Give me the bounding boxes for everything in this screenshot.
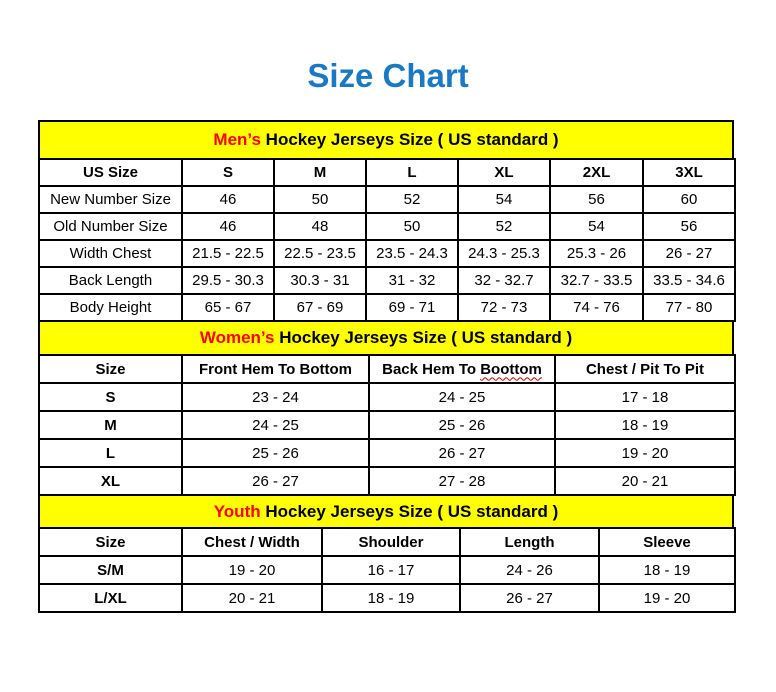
row-label: L: [39, 439, 182, 467]
cell: 52: [458, 213, 550, 240]
cell: 25 - 26: [182, 439, 369, 467]
cell: 77 - 80: [643, 294, 735, 321]
mens-section-banner: [38, 120, 734, 160]
cell: 54: [550, 213, 643, 240]
cell: 60: [643, 186, 735, 213]
page-title: Size Chart: [307, 57, 469, 94]
row-label: S: [39, 383, 182, 411]
cell: 33.5 - 34.6: [643, 267, 735, 294]
cell: 27 - 28: [369, 467, 555, 495]
table-row: [39, 267, 735, 294]
cell: 16 - 17: [322, 556, 460, 584]
cell: 19 - 20: [182, 556, 322, 584]
cell: 50: [366, 213, 458, 240]
mens-banner-text: Hockey Jerseys Size ( US standard ): [260, 130, 559, 149]
table-row: [39, 186, 735, 213]
cell: 18 - 19: [322, 584, 460, 612]
column-header: Chest / Pit To Pit: [555, 355, 735, 383]
cell: 17 - 18: [555, 383, 735, 411]
cell: 26 - 27: [182, 467, 369, 495]
cell: 65 - 67: [182, 294, 274, 321]
cell: 18 - 19: [599, 556, 735, 584]
cell: 20 - 21: [555, 467, 735, 495]
cell: 67 - 69: [274, 294, 366, 321]
cell: 52: [366, 186, 458, 213]
column-header: M: [274, 159, 366, 186]
cell: 20 - 21: [182, 584, 322, 612]
column-header: Chest / Width: [182, 528, 322, 556]
table-header-row: [39, 355, 735, 383]
youth-section-banner: [38, 494, 734, 529]
cell: 74 - 76: [550, 294, 643, 321]
row-label: New Number Size: [39, 186, 182, 213]
table-row: [39, 556, 735, 584]
cell: 32 - 32.7: [458, 267, 550, 294]
column-header: 3XL: [643, 159, 735, 186]
table-row: [39, 383, 735, 411]
cell: 29.5 - 30.3: [182, 267, 274, 294]
cell: 69 - 71: [366, 294, 458, 321]
table-row: [39, 213, 735, 240]
cell: 31 - 32: [366, 267, 458, 294]
womens-banner-highlight: Women’s: [199, 328, 275, 347]
youth-size-table: [38, 527, 736, 613]
column-header: Sleeve: [599, 528, 735, 556]
mens-banner-highlight: Men’s: [213, 130, 261, 149]
cell: 30.3 - 31: [274, 267, 366, 294]
youth-banner-text: Hockey Jerseys Size ( US standard ): [260, 501, 559, 521]
womens-size-table: [38, 354, 736, 496]
cell: 23 - 24: [182, 383, 369, 411]
column-header: S: [182, 159, 274, 186]
womens-section-banner: [38, 320, 734, 356]
cell: 24 - 25: [369, 383, 555, 411]
cell: 19 - 20: [599, 584, 735, 612]
cell: 32.7 - 33.5: [550, 267, 643, 294]
cell: 46: [182, 186, 274, 213]
table-row: [39, 467, 735, 495]
row-label: XL: [39, 467, 182, 495]
cell: 24.3 - 25.3: [458, 240, 550, 267]
cell: 22.5 - 23.5: [274, 240, 366, 267]
cell: 25 - 26: [369, 411, 555, 439]
table-header-row: [39, 528, 735, 556]
table-row: [39, 411, 735, 439]
table-row: [39, 439, 735, 467]
cell: 50: [274, 186, 366, 213]
table-row: [39, 294, 735, 321]
column-header: XL: [458, 159, 550, 186]
row-label: S/M: [39, 556, 182, 584]
cell: 72 - 73: [458, 294, 550, 321]
womens-banner-text: Hockey Jerseys Size ( US standard ): [274, 328, 573, 347]
cell: 24 - 26: [460, 556, 599, 584]
cell: 46: [182, 213, 274, 240]
cell: 21.5 - 22.5: [182, 240, 274, 267]
cell: 56: [550, 186, 643, 213]
youth-banner-highlight: Youth: [213, 501, 261, 521]
table-header-row: [39, 159, 735, 186]
column-header-text: Back Hem To: [382, 360, 481, 378]
row-label: M: [39, 411, 182, 439]
cell: 56: [643, 213, 735, 240]
size-chart-block: [38, 120, 734, 613]
mens-size-table: [38, 158, 736, 322]
cell: 26 - 27: [643, 240, 735, 267]
row-label: L/XL: [39, 584, 182, 612]
column-header: Size: [39, 355, 182, 383]
column-header: US Size: [39, 159, 182, 186]
column-header: Length: [460, 528, 599, 556]
misspelled-word: Boottom: [480, 360, 542, 378]
cell: 48: [274, 213, 366, 240]
column-header: L: [366, 159, 458, 186]
cell: 24 - 25: [182, 411, 369, 439]
cell: 26 - 27: [460, 584, 599, 612]
row-label: Width Chest: [39, 240, 182, 267]
row-label: Old Number Size: [39, 213, 182, 240]
row-label: Body Height: [39, 294, 182, 321]
cell: 23.5 - 24.3: [366, 240, 458, 267]
cell: 18 - 19: [555, 411, 735, 439]
cell: 26 - 27: [369, 439, 555, 467]
table-row: [39, 584, 735, 612]
column-header: Front Hem To Bottom: [182, 355, 369, 383]
column-header: Shoulder: [322, 528, 460, 556]
row-label: Back Length: [39, 267, 182, 294]
cell: 19 - 20: [555, 439, 735, 467]
cell: 25.3 - 26: [550, 240, 643, 267]
column-header: 2XL: [550, 159, 643, 186]
column-header: [369, 355, 555, 383]
cell: 54: [458, 186, 550, 213]
column-header: Size: [39, 528, 182, 556]
table-row: [39, 240, 735, 267]
